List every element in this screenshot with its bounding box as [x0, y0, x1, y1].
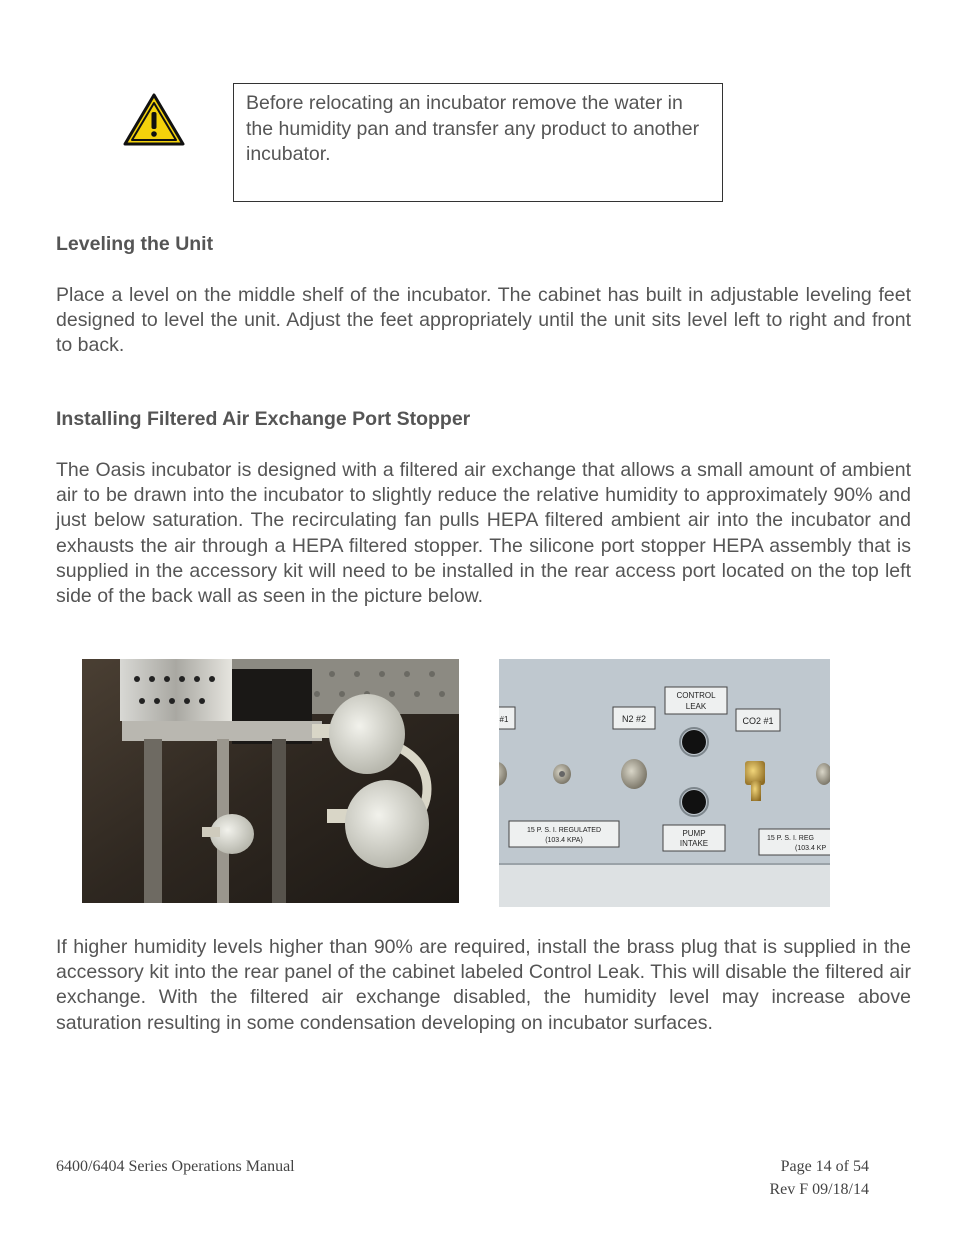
- warning-box: [233, 83, 723, 202]
- section-paragraph-leveling: Place a level on the middle shelf of the incubator. The cabinet has built in adjustable leveling feet designed to level the unit. Adjust the feet appropriately until the unit sits level left to right and front to back.: [56, 284, 911, 357]
- label-psi-left: 15 P. S. I. REGULATED: [526, 827, 602, 834]
- warning-triangle-icon: [122, 92, 186, 148]
- label-n2: N2 #2: [621, 714, 647, 724]
- photo-rear-panel: [499, 659, 830, 907]
- label-left-hash1: #1: [499, 715, 509, 724]
- section-heading-air-exchange: Installing Filtered Air Exchange Port Stopper: [56, 408, 471, 430]
- label-co2: CO2 #1: [742, 716, 774, 726]
- closing-paragraph: If higher humidity levels higher than 90% are required, install the brass plug that is supplied in the accessory kit into the rear panel of the cabinet labeled Control Leak. This will disable the filtered air exchange. With the filtered air exchange disabled, the humidity level may increase above saturation resulting in some condensation developing on incubator surfaces.: [56, 936, 911, 1034]
- label-kpa-left: (103.4 KPA): [545, 837, 583, 844]
- footer-revision: Rev F 09/18/14: [769, 1181, 869, 1198]
- label-psi-right: 15 P. S. I. REG: [767, 835, 814, 842]
- label-intake: INTAKE: [679, 839, 709, 848]
- label-kpa-right: (103.4 KP: [795, 845, 827, 852]
- warning-text: Before relocating an incubator remove the water in the humidity pan and transfer any product to another incubator.: [246, 92, 700, 165]
- label-leak: LEAK: [685, 702, 707, 711]
- footer-manual-title: 6400/6404 Series Operations Manual: [56, 1158, 295, 1175]
- section-heading-leveling: Leveling the Unit: [56, 233, 214, 255]
- photo-hepa-stopper: [82, 659, 459, 903]
- label-pump: PUMP: [682, 829, 706, 838]
- footer-page-number: Page 14 of 54: [780, 1158, 869, 1175]
- label-control: CONTROL: [676, 691, 716, 700]
- section-paragraph-air-exchange: The Oasis incubator is designed with a filtered air exchange that allows a small amount of ambient air to be drawn into the incubator to slightly reduce the relative humidity to approximately 90% and just below saturation. The recirculating fan pulls HEPA filtered ambient air into the incubator and exhausts the air through a HEPA filtered stopper. The silicone port stopper HEPA assembly that is supplied in the accessory kit will need to be installed in the rear access port located on the top left side of the back wall as seen in the picture below.: [56, 459, 911, 608]
